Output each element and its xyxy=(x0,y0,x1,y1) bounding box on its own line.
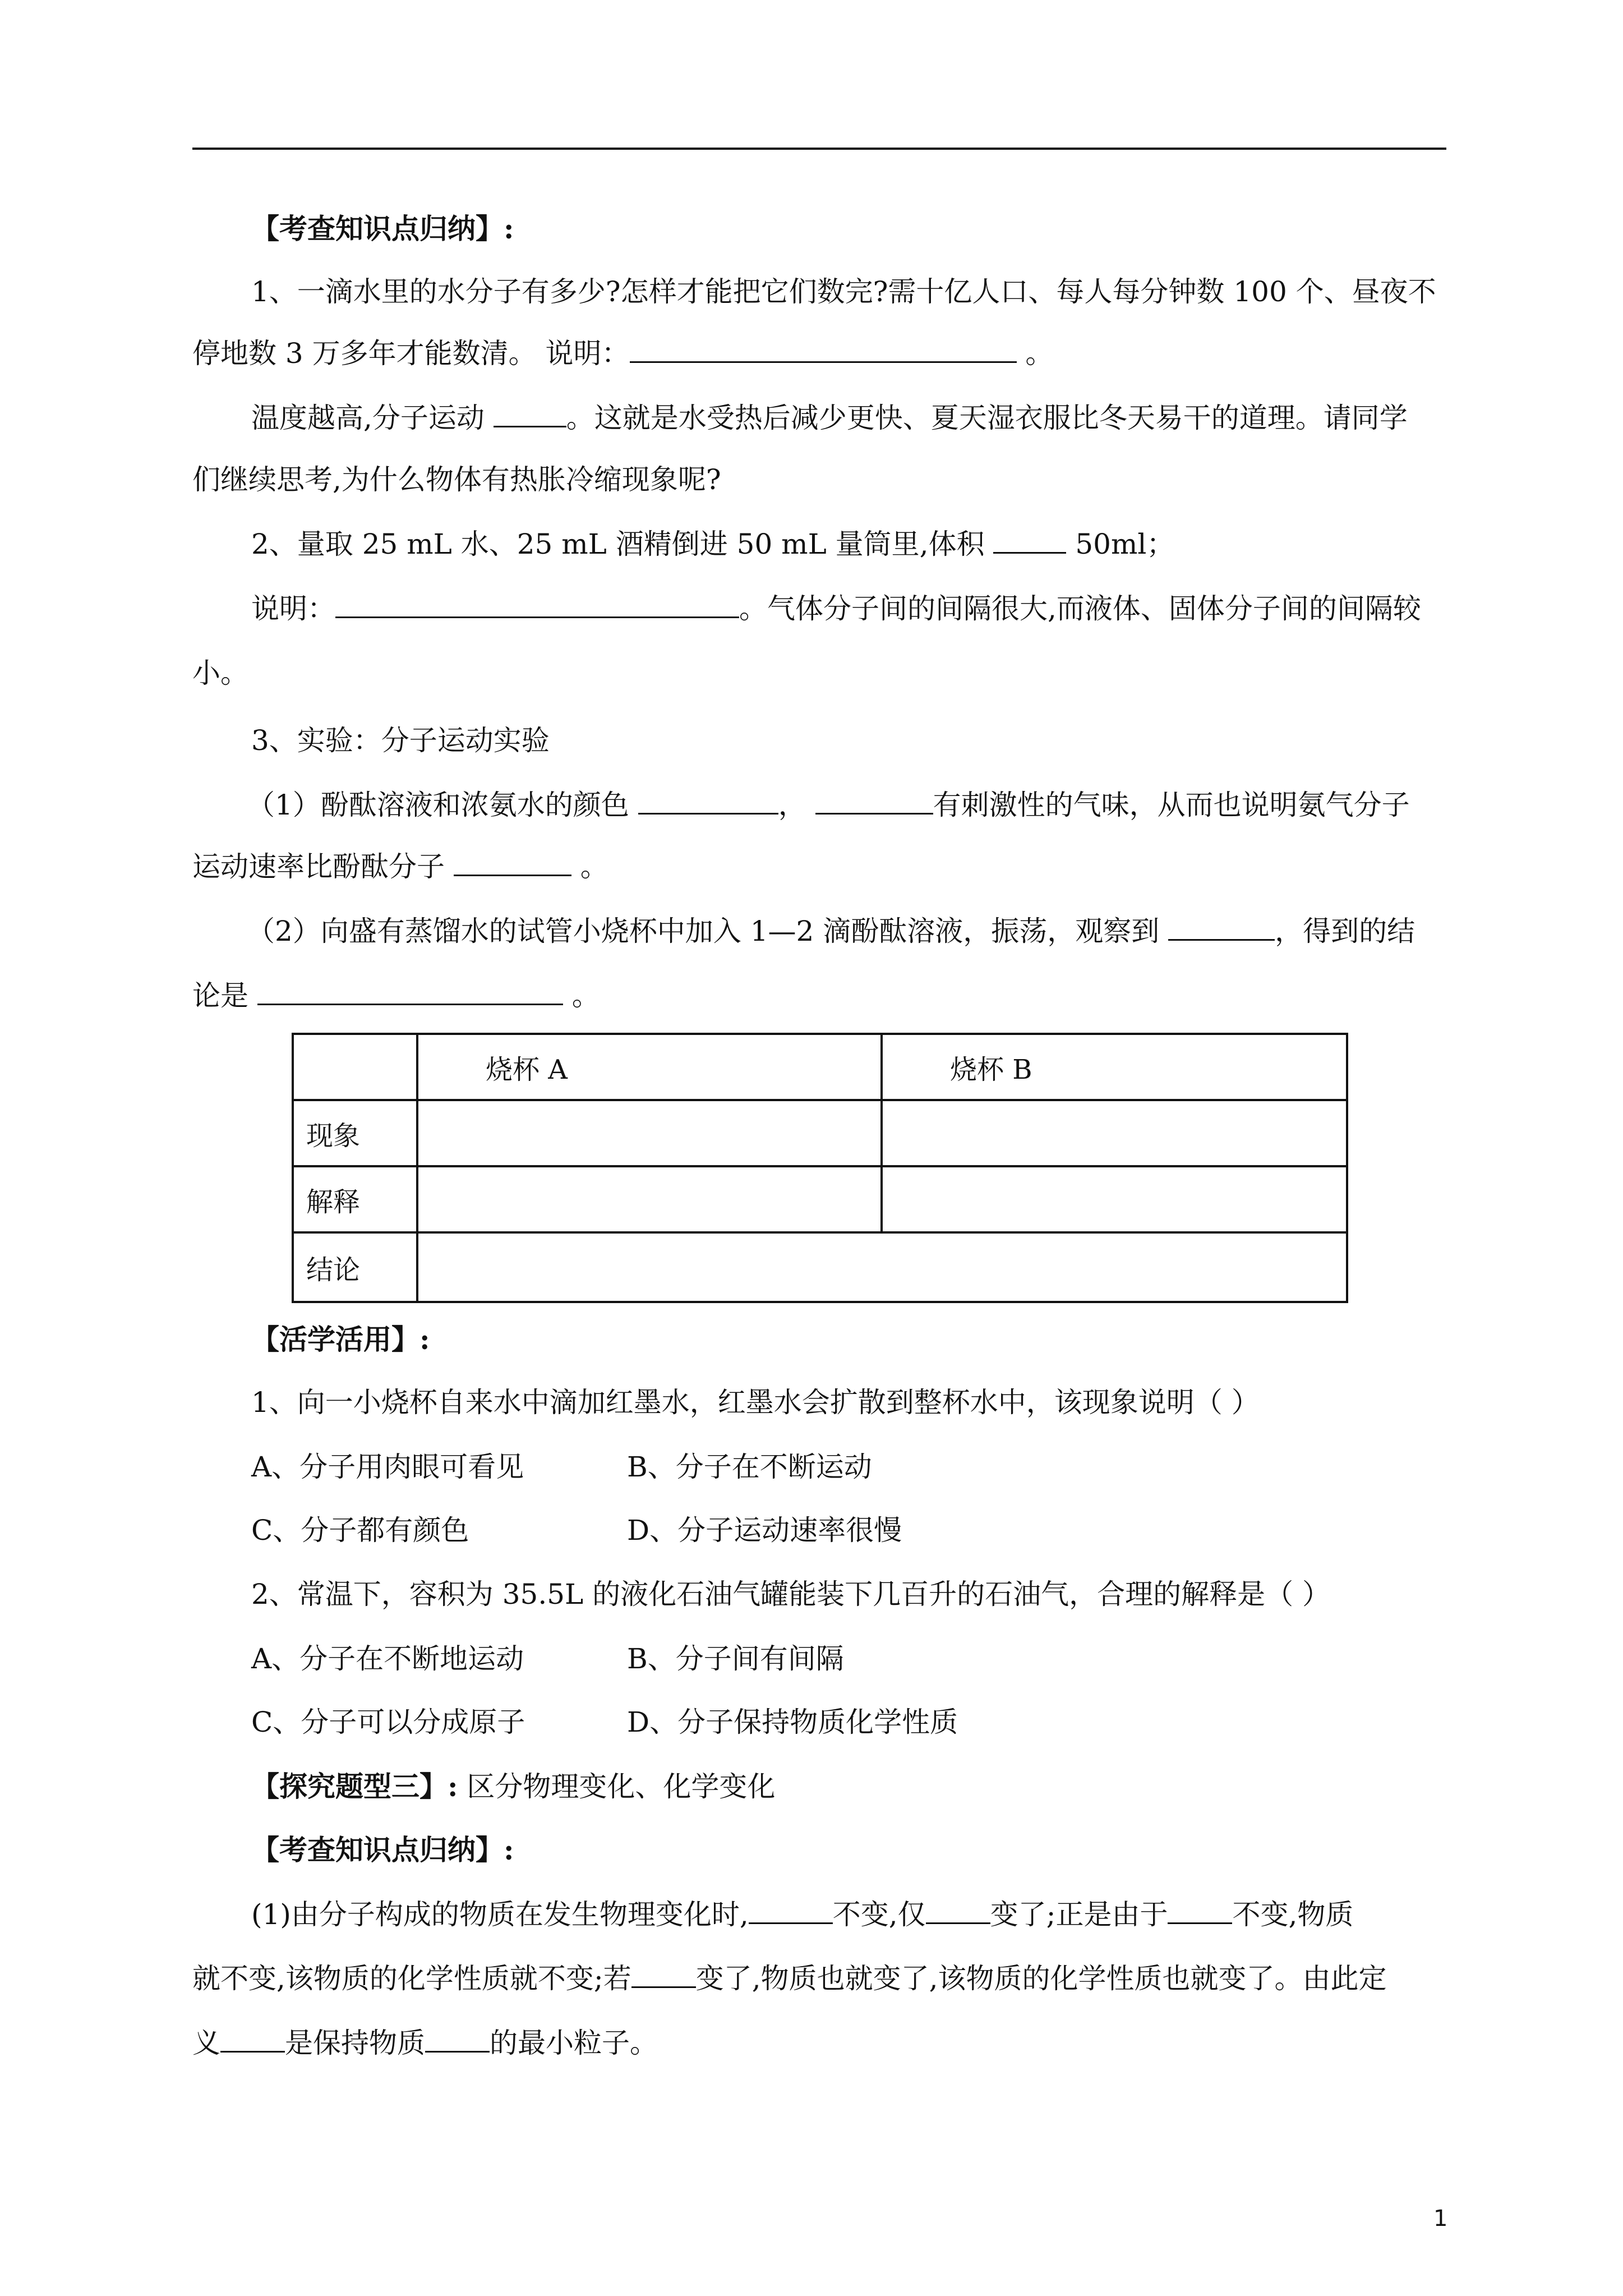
answer-blank[interactable] xyxy=(494,401,566,427)
table-corner-cell xyxy=(293,1034,417,1100)
cell-explanation-a[interactable] xyxy=(417,1166,882,1232)
q3-part2-line2: 论是 。 xyxy=(192,979,600,1012)
answer-blank[interactable] xyxy=(1168,1898,1232,1924)
section-heading-apply: 【活学活用】: xyxy=(251,1323,430,1356)
p4-line1: (1)由分子构成的物质在发生物理变化时, 不变,仅 变了;正是由于 不变,物质 xyxy=(251,1898,1354,1931)
answer-blank[interactable] xyxy=(926,1898,990,1924)
q1-line3: 温度越高,分子运动 。这就是水受热后减少更快、夏天湿衣服比冬天易干的道理。请同学 xyxy=(251,402,1408,434)
p4-line3: 义 是保持物质 的最小粒子。 xyxy=(192,2027,658,2059)
answer-blank[interactable] xyxy=(257,979,563,1005)
mc1-option-a[interactable]: A、分子用肉眼可看见 xyxy=(251,1451,524,1483)
answer-blank[interactable] xyxy=(1168,914,1275,941)
column-header-beaker-a: 烧杯 A xyxy=(417,1034,882,1100)
mc2-option-c[interactable]: C、分子可以分成原子 xyxy=(251,1706,525,1738)
q2-line1: 2、量取 25 mL 水、25 mL 酒精倒进 50 mL 量筒里,体积 50ml； xyxy=(251,528,1175,560)
answer-blank[interactable] xyxy=(638,788,778,815)
section-heading-knowledge-summary: 【考查知识点归纳】: xyxy=(251,212,514,245)
answer-blank[interactable] xyxy=(220,2026,285,2053)
answer-blank[interactable] xyxy=(454,850,571,876)
column-header-beaker-b: 烧杯 B xyxy=(882,1034,1347,1100)
answer-blank[interactable] xyxy=(630,337,1017,363)
q3-title: 3、实验：分子运动实验 xyxy=(251,724,550,757)
mc1-option-b[interactable]: B、分子在不断运动 xyxy=(627,1451,872,1483)
q1-line2: 停地数 3 万多年才能数清。 说明： 。 xyxy=(192,337,1054,370)
mc1-option-d[interactable]: D、分子运动速率很慢 xyxy=(627,1514,902,1547)
q1-line1: 1、一滴水里的水分子有多少?怎样才能把它们数完?需十亿人口、每人每分钟数 100 个、昼夜不 xyxy=(251,275,1436,308)
cell-conclusion[interactable] xyxy=(417,1232,1347,1302)
mc1-stem: 1、向一小烧杯自来水中滴加红墨水，红墨水会扩散到整杯水中，该现象说明（ ） xyxy=(251,1386,1260,1419)
answer-blank[interactable] xyxy=(749,1898,833,1924)
mc2-option-d[interactable]: D、分子保持物质化学性质 xyxy=(627,1706,958,1738)
q3-part1-line2: 运动速率比酚酞分子 。 xyxy=(192,850,608,883)
answer-blank[interactable] xyxy=(425,2026,490,2053)
answer-blank[interactable] xyxy=(335,592,739,618)
row-label-explanation: 解释 xyxy=(293,1166,417,1232)
page-number: 1 xyxy=(1433,2206,1448,2231)
cell-explanation-b[interactable] xyxy=(882,1166,1347,1232)
q1-line4: 们继续思考,为什么物体有热胀冷缩现象呢? xyxy=(192,463,721,496)
mc2-option-a[interactable]: A、分子在不断地运动 xyxy=(251,1642,524,1675)
header-rule xyxy=(192,148,1446,150)
cell-phenomenon-a[interactable] xyxy=(417,1100,882,1166)
mc1-option-c[interactable]: C、分子都有颜色 xyxy=(251,1514,469,1547)
answer-blank[interactable] xyxy=(993,527,1066,554)
row-label-conclusion: 结论 xyxy=(293,1232,417,1302)
q2-line3: 小。 xyxy=(192,657,248,689)
experiment-table xyxy=(292,1033,1348,1303)
section-heading-knowledge-summary-2: 【考查知识点归纳】: xyxy=(251,1833,514,1866)
row-label-phenomenon: 现象 xyxy=(293,1100,417,1166)
answer-blank[interactable] xyxy=(815,788,933,815)
mc2-options-row1 xyxy=(251,1642,1505,1676)
mc1-options-row1 xyxy=(251,1450,1505,1484)
section-heading-question-type-3: 【探究题型三】: 区分物理变化、化学变化 xyxy=(251,1770,776,1803)
p4-line2: 就不变,该物质的化学性质就不变;若 变了,物质也就变了,该物质的化学性质也就变了。由此定 xyxy=(192,1962,1387,1995)
q3-part2-line1: （2）向盛有蒸馏水的试管小烧杯中加入 1—2 滴酚酞溶液，振荡，观察到 ，得到的结 xyxy=(247,915,1415,947)
q3-part1-line1: （1）酚酞溶液和浓氨水的颜色 ， 有刺激性的气味，从而也说明氨气分子 xyxy=(247,789,1410,821)
mc2-option-b[interactable]: B、分子间有间隔 xyxy=(627,1642,844,1675)
mc1-options-row2 xyxy=(251,1513,1505,1547)
answer-blank[interactable] xyxy=(631,1962,696,1988)
q2-line2: 说明： 。气体分子间的间隔很大,而液体、固体分子间的间隔较 xyxy=(251,592,1421,625)
mc2-options-row2 xyxy=(251,1705,1505,1739)
cell-phenomenon-b[interactable] xyxy=(882,1100,1347,1166)
mc2-stem: 2、常温下，容积为 35.5L 的液化石油气罐能装下几百升的石油气，合理的解释是（ ） xyxy=(251,1578,1331,1611)
